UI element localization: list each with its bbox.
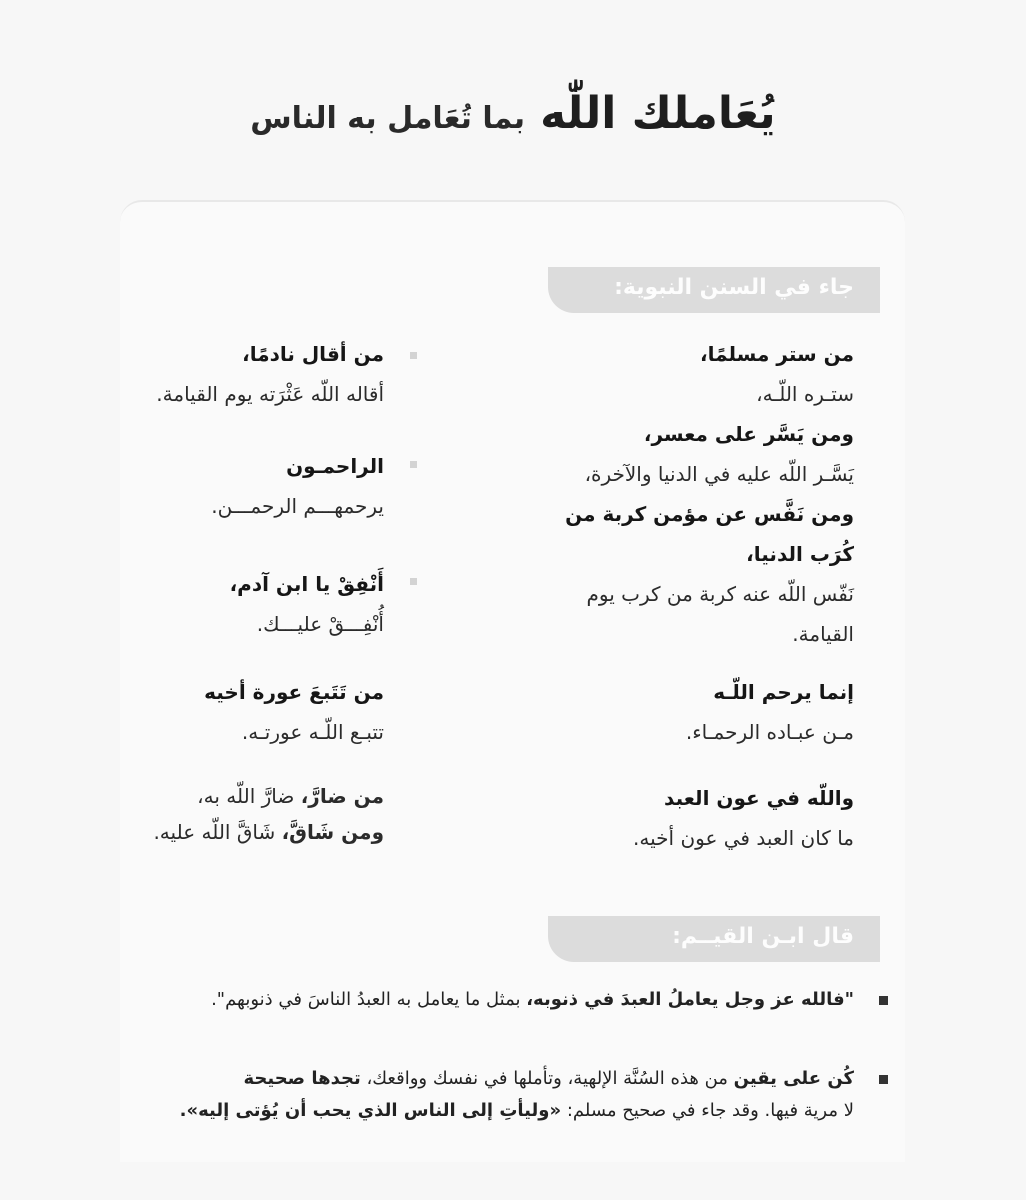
quote-line xyxy=(134,1063,854,1095)
hadith-entry-awn xyxy=(514,778,854,858)
hadith-line: كُرَب الدنيا، xyxy=(746,542,854,566)
quote-ibn-qayyim xyxy=(134,984,854,1016)
hadith-line: ومن يَسَّر على معسر، xyxy=(643,422,854,446)
hadith-line: من أقال نادمًا، xyxy=(242,342,384,366)
hadith-entry-awra xyxy=(84,672,384,752)
hadith-line: تتبـع اللّـه عورتـه. xyxy=(241,720,384,744)
quote-normal: لا مرية فيها. وقد جاء في صحيح مسلم: xyxy=(561,1100,854,1121)
hadith-line: مـن عبـاده الرحمـاء. xyxy=(685,720,854,744)
quote-line xyxy=(134,1095,854,1127)
hadith-normal-part: شَاقَّ اللّه عليه. xyxy=(153,820,276,844)
hadith-line: الراحمـون xyxy=(286,454,384,478)
quote-normal: من هذه السُنَّة الإلهية، وتأملها في نفسك وواقعك، xyxy=(360,1068,734,1089)
hadith-entry-rahma xyxy=(514,672,854,752)
quote-bold: كُن على يقين xyxy=(733,1068,854,1089)
hadith-line: ستـره اللّـه، xyxy=(756,382,854,406)
title-sub: بما تُعَامل به الناس xyxy=(250,101,525,136)
hadith-line: أقاله اللّه عَثْرَته يوم القيامة. xyxy=(156,382,384,406)
hadith-line: من ستر مسلمًا، xyxy=(700,342,854,366)
hadith-entry-rahimun xyxy=(84,446,384,526)
quote-reflection xyxy=(134,1063,854,1127)
hadith-entry-sitr xyxy=(514,334,854,654)
section-heading-sunan: جاء في السنن النبوية: xyxy=(614,275,854,300)
hadith-line: يَسَّـر اللّه عليه في الدنيا والآخرة، xyxy=(584,462,854,486)
hadith-line xyxy=(84,778,384,814)
bullet-icon xyxy=(410,352,417,359)
square-bullet-icon xyxy=(879,1075,888,1084)
hadith-entry-infaq xyxy=(84,564,384,644)
hadith-line: من تَتَبعَ عورة أخيه xyxy=(204,680,384,704)
bullet-icon xyxy=(410,578,417,585)
hadith-line: القيامة. xyxy=(792,622,854,646)
section-header-ibn-qayyim xyxy=(548,916,880,962)
quote-normal: بمثل ما يعامل به العبدُ الناسَ في ذنوبهم". xyxy=(211,989,527,1010)
square-bullet-icon xyxy=(879,996,888,1005)
title-main: يُعَاملك اللّٰه xyxy=(540,88,776,139)
section-heading-ibn-qayyim: قال ابـن القيــم: xyxy=(672,924,854,949)
bullet-icon xyxy=(410,461,417,468)
quote-bold: "فالله عز وجل يعاملُ العبدَ في ذنوبه، xyxy=(526,989,854,1010)
hadith-entry-iqala xyxy=(84,334,384,414)
hadith-bold-part: من ضارَّ، xyxy=(300,784,384,808)
page-title xyxy=(0,88,1026,139)
hadith-line: نَفّس اللّه عنه كربة من كرب يوم xyxy=(586,582,854,606)
quote-bold: تجدها صحيحة xyxy=(243,1068,361,1089)
quote-bold: «وليأتِ إلى الناس الذي يحب أن يُؤتى إليه». xyxy=(179,1100,562,1121)
hadith-line: ومن نَفَّس عن مؤمن كربة من xyxy=(565,502,854,526)
section-header-sunan xyxy=(548,267,880,313)
hadith-normal-part: ضارَّ اللّه به، xyxy=(197,784,295,808)
hadith-bold-part: ومن شَاقَّ، xyxy=(281,820,384,844)
hadith-entry-dirar xyxy=(84,778,384,850)
quote-line xyxy=(134,984,854,1016)
hadith-line xyxy=(84,814,384,850)
hadith-line: يرحمهـــم الرحمـــن. xyxy=(211,494,384,518)
hadith-line: أُنْفِـــقْ عليـــك. xyxy=(256,612,384,636)
hadith-line: ما كان العبد في عون أخيه. xyxy=(633,826,854,850)
hadith-line: أَنْفِقْ يا ابن آدم، xyxy=(229,572,384,596)
hadith-line: واللّه في عون العبد xyxy=(664,786,854,810)
hadith-line: إنما يرحم اللّـه xyxy=(713,680,854,704)
